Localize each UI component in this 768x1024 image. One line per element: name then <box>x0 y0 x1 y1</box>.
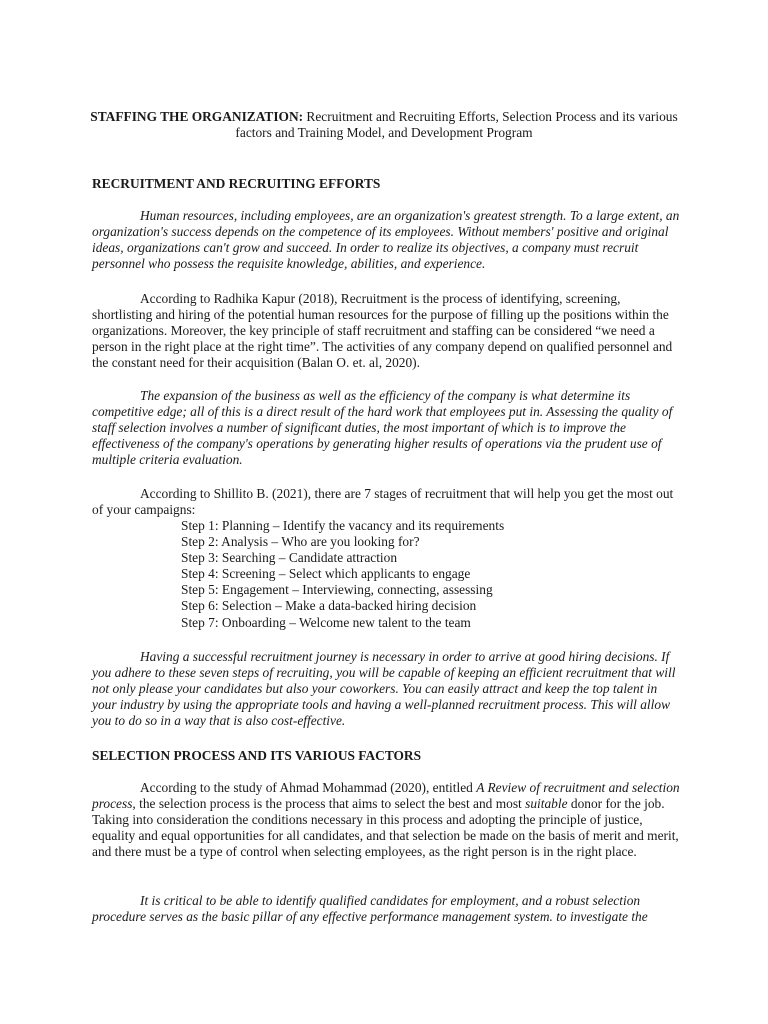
p6-part-a: According to the study of Ahmad Mohammad (2020), entitled <box>140 780 477 795</box>
paragraph-4-text: According to Shillito B. (2021), there are 7 stages of recruitment that will help you get the most out of your campaigns: <box>92 486 674 518</box>
paragraph-2-text: According to Radhika Kapur (2018), Recruitment is the process of identifying, screening, shortlisting and hiring of the potential human resources for the purpose of filling up the positions within the organizations. Moreover, the key principle of staff recruitment and staffing can be considered “we need a person in the right place at the right time”. The activities of any company depend on qualified personnel and the constant need for their acquisition (Balan O. et. al, 2020). <box>92 291 673 371</box>
p6-cited-title: A Review of recruitment and selection process, <box>92 780 680 812</box>
list-item: Step 4: Screening – Select which applicants to engage <box>181 566 471 582</box>
list-item: Step 1: Planning – Identify the vacancy and its requirements <box>181 518 505 533</box>
section-heading-selection: SELECTION PROCESS AND ITS VARIOUS FACTORS <box>92 748 422 763</box>
list-item: Step 7: Onboarding – Welcome new talent to the team <box>181 614 471 630</box>
document-title <box>88 109 680 141</box>
paragraph-5-text: Having a successful recruitment journey is necessary in order to arrive at good hiring decisions. If you adhere to these seven steps of recruiting, you will be capable of keeping an efficient recruitment that will not only please your candidates but also your coworkers. You can easily attract and keep the top talent in your industry by using the appropriate tools and having a well-planned recruitment process. This will allow you to do so in a way that is also cost-effective. <box>92 649 676 729</box>
paragraph-1 <box>92 208 682 272</box>
list-item: Step 6: Selection – Make a data-backed hiring decision <box>181 598 477 614</box>
paragraph-5 <box>92 649 682 729</box>
list-item: Step 5: Engagement – Interviewing, connecting, assessing <box>181 582 493 598</box>
paragraph-1-text: Human resources, including employees, are an organization's greatest strength. To a large extent, an organization's success depends on the competence of its employees. Without members' positive and original ideas, organizations can't grow and succeed. In order to realize its objectives, a company must recruit personnel who possess the requisite knowledge, abilities, and experience. <box>92 208 680 272</box>
paragraph-7 <box>92 893 682 925</box>
section-heading-recruitment: RECRUITMENT AND RECRUITING EFFORTS <box>92 176 381 191</box>
p6-part-e: donor for the job. Taking into consideration the conditions necessary in this process and adopting the principle of justice, equality and equal opportunities for all candidates, and that selection be made on the basis of merit and merit, and there must be a type of control when selecting employees, as the right person is in the right place. <box>92 796 679 860</box>
list-item: Step 3: Searching – Candidate attraction <box>181 550 398 566</box>
paragraph-7-text: It is critical to be able to identify qualified candidates for employment, and a robust selection procedure serves as the basic pillar of any effective performance management system. to investigate the <box>92 893 648 925</box>
title-bold: STAFFING THE ORGANIZATION: <box>90 109 304 124</box>
paragraph-4 <box>92 486 682 518</box>
paragraph-6-text <box>92 780 682 860</box>
p6-part-c: the selection process is the process that aims to select the best and most <box>135 796 526 812</box>
p6-emphasis: suitable <box>525 796 568 812</box>
title-rest: Recruitment and Recruiting Efforts, Selection Process and its various factors and Training Model, and Development Program <box>235 109 678 141</box>
list-item: Step 2: Analysis – Who are you looking for? <box>181 534 420 550</box>
paragraph-2 <box>92 291 682 371</box>
recruitment-steps-list <box>181 518 681 631</box>
paragraph-3-text: The expansion of the business as well as the efficiency of the company is what determine its competitive edge; all of this is a direct result of the hard work that employees put in. Assessing the quality of staff selection involves a number of significant duties, the most important of which is to improve the effectiveness of the company's operations by generating higher results of operations via the prudent use of multiple criteria evaluation. <box>92 388 673 468</box>
paragraph-3 <box>92 388 682 468</box>
paragraph-6 <box>92 780 682 860</box>
